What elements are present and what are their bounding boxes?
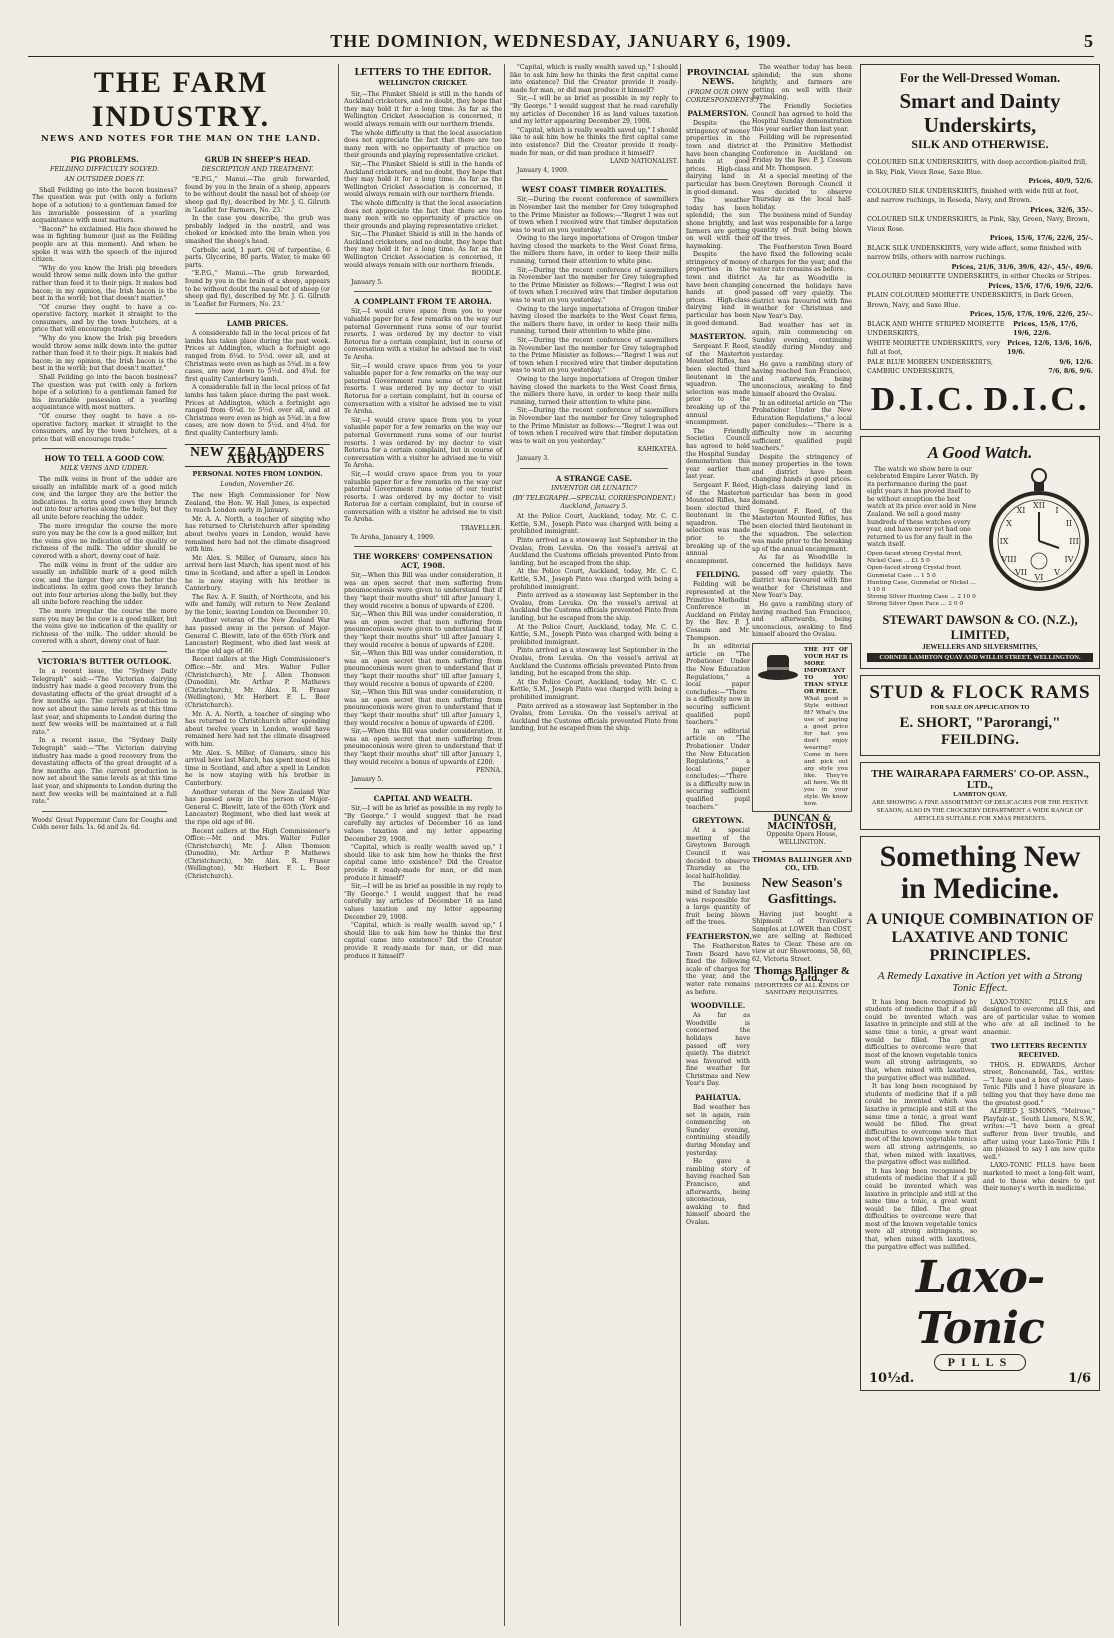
article-paragraph: A considerable fall in the local prices of fat lambs has taken place during the past week. Prices at Addington, which a fortnight ago ranged from 6¼d. to 5½d. over all, and at Christmas were even as high as 5¾d. in a few cases, are now down to 5½d. and 4¾d. for first quality Canterbury lamb. — [185, 330, 330, 383]
laxo-headline-2: in Medicine. — [900, 871, 1060, 905]
article-paragraph: In a recent issue, the "Sydney Daily Telegraph" said:—"The Victorian dairying industry has made a good recovery from the devastating effects of the great drought of a few months ago. The current production is now set about the same levels as at this time last year, and shipments to London during the next few weeks will be maintained at a full rate." — [32, 668, 177, 736]
divider — [520, 468, 668, 469]
grub-heading: GRUB IN SHEEP'S HEAD. — [204, 154, 311, 164]
watch-price: Open-faced strong Crystal front, Nickel Case ... £1 5 0 — [867, 551, 963, 565]
rams-ad-sub: FOR SALE ON APPLICATION TO — [930, 703, 1030, 711]
article-paragraph: "Why do you know the Irish pig breeders would throw some milk down into the gutter rather than feed it to their pigs. It makes bad bacon; in my opinion, the Irish bacon is the best in the world; but that doesn't matter." — [32, 335, 177, 373]
letter-signature: LAND NATIONALIST. — [610, 158, 678, 166]
divider — [42, 448, 167, 449]
price-item-price: Prices, 15/6, 17/6, 19/6, 22/6. — [988, 281, 1093, 290]
watch-price-list — [867, 551, 979, 609]
svg-text:X: X — [1006, 518, 1012, 528]
svg-text:VI: VI — [1034, 572, 1044, 582]
price-row — [867, 282, 1093, 292]
price-row — [867, 177, 1093, 187]
letter-date: January 5. — [351, 278, 384, 286]
dic-logo-left: D.I.C. — [870, 380, 977, 418]
hat-ad-firm: DUNCAN & MACINTOSH, — [767, 813, 837, 832]
article-paragraph: "Capital, which is really wealth saved up," I should like to ask him how he thinks the first capital came into existence? Did the Creator provide it ready-made for man, or did man produce it himself? — [510, 126, 678, 157]
nz-abroad-subheading: PERSONAL NOTES FROM LONDON. — [192, 469, 323, 478]
dic-brand — [867, 377, 1093, 423]
price-row — [867, 310, 1093, 320]
laxo-tonic-ad — [860, 836, 1100, 1392]
laxo-tonic-logo: Laxo-Tonic — [915, 1252, 1045, 1355]
price-item-label: COLOURED SILK UNDERSKIRTS, in Pink, Sky, Green, Navy, Brown, Vieux Rose. — [867, 215, 1090, 233]
letter-date: Te Aroha, January 4, 1909. — [351, 533, 435, 541]
price-item-label: COLOURED SILK UNDERSKIRTS, finished with wide frill at foot, and narrow ruchings, in Reseda, Navy, and Brown. — [867, 186, 1080, 204]
article-paragraph: It has long been recognised by students of medicine that if a pill could be invented which was laxative in principle and still at the same time a tonic, a great want would be filled. The great difficulties to overcome were that most of the known vegetable tonics were all strong astringents, so that, when mixed with laxatives, the purgative effect was nullified. — [865, 1167, 977, 1251]
watch-ad-text — [867, 466, 979, 609]
article-paragraph: Sir,—I will be as brief as possible in my reply to "By George." I would suggest that he read carefully my articles of December 16 as land values taxation and my letter appearing December 29, 1908. — [344, 883, 502, 921]
farm-right-column — [185, 150, 330, 882]
price-item-price: 9/6, 12/6. — [1059, 357, 1093, 366]
price-item-price: Prices, 15/6, 17/6, 22/6, 25/-. — [989, 234, 1093, 242]
price-row — [867, 206, 1093, 216]
article-paragraph: He gave a rambling story of having reached San Francisco, and afterwards, being unconscious, awaking to find himself aboard the Ovalau. — [752, 600, 852, 639]
article-paragraph: In an editorial article on "The Probationer Under the New Education Regulations," a local paper concludes:—"There is a difficulty now in securing sufficient qualified pupil teachers." — [686, 727, 750, 811]
article-paragraph: The new High Commissioner for New Zealand, the Hon. W. Hall Jones, is expected to reach London early in January. — [185, 491, 330, 515]
dic-underskirts-ad — [860, 64, 1100, 430]
article-paragraph: Pinto arrived as a stowaway last September in the Ovalau, from Levuka. On the vessel's arrival at Auckland the Customs officials prevented Pinto from landing, but he escaped from the ship. — [510, 702, 678, 733]
article-paragraph: In the case you describe, the grub was probably lodged in the nostril, and was choked or knocked into the brain when you smashed the sheep's head. — [185, 215, 330, 245]
svg-text:XI: XI — [1016, 505, 1026, 515]
article-paragraph: As far as Woodville is concerned the holidays have passed off very quietly. The district was favoured with fine weather for Christmas and New Year's Day. — [752, 554, 852, 600]
article-paragraph: "Of course they ought to have a co-operative factory, market it straight to the consumers, and by the town butchers, at a price that will encourage trade." — [32, 413, 177, 443]
price-item-label: PLAIN COLOURED MOIRETTE UNDERSKIRTS, in Dark Green, Brown, Navy, and Saxe Blue. — [867, 291, 1074, 309]
hat-advertisement — [752, 643, 852, 812]
palmerston-heading: PALMERSTON. — [687, 109, 749, 119]
article-paragraph: Despite the stringency of money properties in the town and district have been changing hands at good prices. High-class dairying land in particular has been in good demand. — [686, 120, 750, 196]
strange-case-heading: A STRANGE CASE. — [555, 473, 633, 483]
laxo-headline-1: Something New — [879, 839, 1081, 873]
divider — [354, 546, 492, 547]
ballinger-tagline: IMPORTERS OF ALL KINDS OF SANITARY REQUISITES. — [754, 982, 850, 997]
price-row — [867, 234, 1093, 244]
svg-text:XII: XII — [1032, 500, 1046, 510]
laxo-sub: A UNIQUE COMBINATION OF LAXATIVE AND TONIC PRINCIPLES. — [866, 910, 1094, 964]
woodville-heading: WOODVILLE. — [690, 1001, 746, 1011]
article-paragraph: Sir,—When this Bill was under consideration, it was an open secret that men suffering from pneumoconiosis were given to understand that if they "kept their mouths shut" till after January 1, they would receive a bonus of upwards of £200. — [344, 650, 502, 688]
letter-signature: PENNA. — [476, 767, 502, 775]
stewart-dawson-name: STEWART DAWSON & CO. (N.Z.), LIMITED, — [882, 612, 1078, 642]
watch-price: Strong Silver Open Face ... 2 0 0 — [867, 601, 964, 608]
nz-abroad-dateline: London, November 26. — [220, 480, 295, 489]
article-paragraph: The weather today has been splendid; the sun shone brightly, and farmers are getting on well with their haymaking. — [752, 64, 852, 102]
article-paragraph: Sir,—When this Bill was under consideration, it was an open secret that men suffering from pneumoconiosis were given to understand that if they "kept their mouths shut" till after January 1, they would receive a bonus of upwards of £200. — [344, 689, 502, 727]
article-paragraph: The Featherston Town Board have fixed the following scale of charges for the year, and the water rate remains as before. — [752, 243, 852, 274]
article-paragraph: Pinto arrived as a stowaway last September in the Ovalau, from Levuka. On the vessel's arrival at Auckland the Customs officials prevented Pinto from landing, but he escaped from the ship. — [510, 647, 678, 678]
hat-ad-address: Opposite Opera House, WELLINGTON. — [766, 831, 838, 846]
price-row — [867, 187, 1093, 206]
svg-text:VIII: VIII — [1001, 554, 1017, 564]
price-row — [867, 339, 1093, 358]
article-paragraph: In an editorial article on "The Probationer Under the New Education Regulations," a local paper concludes:—"There is a difficulty now in securing sufficient qualified pupil teachers." — [752, 399, 852, 453]
price-item-price: Prices, 15/6, 17/6, 19/6, 22/6. — [1013, 319, 1078, 337]
ad-stack — [860, 64, 1100, 1391]
article-paragraph: Sir,—I would crave space from you to your valuable paper for a few remarks on the way our paternal Government runs some of our tourist resorts. I was ordered by my doctor to visit Rotorua for a certain complaint, but in course of conversation with a visitor he advised me to visit Te Aroha. — [344, 416, 502, 470]
article-paragraph: "Bacon?" he exclaimed. His face showed he was in fighting humour (just as the Feilding people are at this moment). And when he spoke it was with the speech of the injured citizen. — [32, 225, 177, 264]
wairarapa-ad-headline: THE WAIRARAPA FARMERS' CO-OP. ASSN., LTD., — [871, 768, 1089, 791]
article-paragraph: Shall Feilding go into the bacon business? The question was put (with only a forlorn hope of a solution) to a gentleman famed for his invariable possession of a yearling acquaintance with most matters. — [32, 374, 177, 412]
letter-signature: TRAVELLER. — [460, 525, 502, 533]
wairarapa-ad — [860, 762, 1100, 830]
article-paragraph: "Capital, which is really wealth saved up," I should like to ask him how he thinks the first capital came into existence? Did the Creator provide it ready-made for man, or did man produce it himself? — [510, 64, 678, 94]
svg-text:III: III — [1069, 536, 1079, 546]
article-paragraph: At a special meeting of the Greytown Borough Council it was decided to observe Thursday as the local half-holiday. — [752, 173, 852, 211]
article-paragraph: A considerable fall in the local prices of fat lambs has taken place during the past week. Prices at Addington, which a fortnight ago ranged from 6¼d. to 5½d. over all, and at Christmas were even as high as 5¾d. in a few cases, are now down to 5½d. and 4¾d. for first quality Canterbury lamb. — [185, 384, 330, 437]
nz-abroad-title: NEW ZEALANDERS ABROAD — [185, 444, 330, 467]
article-paragraph: In a recent issue, the "Sydney Daily Telegraph" said:—"The Victorian dairying industry has made a good recovery from the devastating effects of the great drought of a few months ago. The current production is now set about the same levels as at this time last year, and shipments to London during the next few weeks will be maintained at a full rate." — [32, 737, 177, 806]
masthead — [28, 26, 1094, 57]
divider — [762, 851, 842, 852]
article-paragraph: Sergeant F. Reed, of the Masterton Mounted Rifles, has been elected third lieutenant in the squadron. The selection was made prior to the breaking up of the annual encampment. — [752, 507, 852, 553]
svg-text:II: II — [1065, 518, 1073, 528]
svg-text:IV: IV — [1064, 554, 1074, 564]
article-paragraph: The whole difficulty is that the local association does not appreciate the fact that there are too many men with no opportunity of practice on their grounds and playing representative cricket. — [344, 129, 502, 160]
price-row — [867, 272, 1093, 282]
svg-text:IX: IX — [999, 536, 1009, 546]
rams-ad-place: FEILDING. — [941, 731, 1019, 748]
price-row — [867, 320, 1093, 339]
rams-ad-name: E. SHORT, "Parorangi," — [899, 714, 1061, 731]
dic-ad-sub: SILK AND OTHERWISE. — [911, 137, 1049, 151]
dic-price-list — [867, 158, 1093, 377]
article-paragraph: Mr. A. A. North, a teacher of singing who has returned to Christchurch after spending about twelve years in London, would have remained here had not the climate disagreed with him. — [185, 710, 330, 748]
article-paragraph: Sir,—When this Bill was under consideration, it was an open secret that men suffering from pneumoconiosis were given to understand that if they "kept their mouths shut" till after January 1, they would receive a bonus of upwards of £200. — [344, 572, 502, 610]
article-paragraph: "Why do you know the Irish pig breeders would throw some milk down into the gutter rather than feed it to their pigs. It makes bad bacon; in my opinion, the Irish bacon is the best in the world; but that doesn't matter." — [32, 264, 177, 303]
article-paragraph: The whole difficulty is that the local association does not appreciate the fact that there are too many men with no opportunity of practice on their grounds and playing representative cricket. — [344, 199, 502, 230]
watch-ad-headline: A Good Watch. — [927, 442, 1033, 462]
article-paragraph: Feilding will be represented at the Primitive Methodist Conference in Auckland on Friday by the Rev. P. J. Cossum and Mr. Thompson. — [752, 134, 852, 172]
strange-case-subheading: INVENTOR OR LUNATIC? — [551, 483, 637, 492]
article-paragraph: LAXO-TONIC PILLS are designed to overcome all this, and are of particular value to women who are at all inclined to be anaemic. — [983, 998, 1095, 1037]
svg-text:I: I — [1055, 505, 1059, 515]
cricket-heading: WELLINGTON CRICKET. — [378, 79, 468, 87]
article-paragraph: The more irregular the course the more sure you may be the cow is a good milker, but the veins give no indication of the quality or richness of the milk. The udder should be covered with a short, downy coat of hair. — [32, 522, 177, 560]
watch-price: Open-faced strong Crystal front Gunmetal Case ... 1 5 0 — [867, 565, 961, 579]
farm-subtitle: NEWS AND NOTES FOR THE MAN ON THE LAND. — [41, 134, 321, 144]
article-paragraph: "Capital, which is really wealth saved up," I should like to ask him how he thinks the first capital came into existence? Did the Creator provide it ready-made for man, or did man produce it himself? — [344, 844, 502, 882]
article-paragraph: He gave a rambling story of having reached San Francisco, and afterwards, being unconscious, awaking to find himself aboard the Ovalau. — [752, 360, 852, 398]
ballinger-name-bottom: Thomas Ballinger & Co. Ltd., — [754, 964, 850, 985]
divider — [42, 651, 167, 652]
laxo-body — [865, 999, 1095, 1253]
complaint-heading: A COMPLAINT FROM TE AROHA. — [354, 297, 492, 307]
testimonial: ALFRED J. SIMONS, "Melrose," Playfair-st., South Lismore, N.S.W., writes:—"I have been a great sufferer from liver trouble, and after using your Laxo-Tonic Pills I am pleased to say I am now quite well." — [983, 1108, 1095, 1161]
price-item-label: BLACK SILK UNDERSKIRTS, very wide affect, some finished with narrow frills, others with narrow ruchings. — [867, 243, 1082, 261]
ballinger-name-top: THOMAS BALLINGER AND CO., LTD. — [752, 856, 852, 872]
article-paragraph: The Rev. A. F. Smith, of Northcote, and his wife and family, will return to New Zealand by the Ionic, leaving London on December 10. — [185, 593, 330, 616]
article-paragraph: LAXO-TONIC PILLS have been marketed to meet a long-felt want, and to those who desire to get their money's worth in medicine. — [983, 1162, 1095, 1193]
article-paragraph: Despite the stringency of money properties in the town and district have been changing hands at good prices. High-class dairying land in particular has been in good demand. — [752, 453, 852, 507]
price-item-label: WHITE MOIRETTE UNDERSKIRTS, very full at foot, — [867, 338, 1001, 356]
price-row — [867, 367, 1093, 377]
price-item-price: Prices, 40/9, 52/6. — [1028, 177, 1093, 185]
price-item-label: CAMBRIC UNDERSKIRTS, — [867, 367, 955, 375]
farm-left-column — [32, 150, 177, 882]
rams-ad-headline: STUD & FLOCK RAMS — [869, 681, 1091, 703]
laxo-price-large: 1/6 — [1068, 1371, 1091, 1387]
workers-heading: THE WORKERS' COMPENSATION ACT, 1908. — [353, 552, 493, 571]
article-paragraph: Owing to the large importations of Oregon timber having closed the markets to the West Coast firms, the millers there have, in order to keep their mills running, turned their attention to white pine. — [510, 235, 678, 266]
cow-subheading: MILK VEINS AND UDDER. — [60, 464, 149, 473]
page-number: 5 — [1084, 30, 1094, 51]
price-item-price: Prices, 15/6, 17/6, 19/6, 22/6, 25/-. — [969, 310, 1093, 318]
article-paragraph: It has long been recognised by students of medicine that if a pill could be invented which was laxative in principle and still at the same time a tonic, a great want would be filled. The great difficulties to overcome were that most of the known vegetable tonics were all strong astringents, so that, when mixed with laxatives, the purgative effect was nullified. — [865, 1083, 977, 1167]
divider — [195, 313, 320, 314]
article-paragraph: Shall Feilding go into the bacon business? The question was put (with only a forlorn hope of a solution) to a gentleman famed for his invariable possession of a yearling acquaintance with most matters. — [32, 186, 177, 225]
article-paragraph: Another veteran of the New Zealand War has passed away in the person of Major-General C. Blewitt, late of the 65th (York and Lancaster) Regiment, who died last week at the ripe old age of 86. — [185, 788, 330, 826]
laxo-prices — [865, 1371, 1095, 1386]
watch-price: Strong Silver Hunting Case ... 2 10 0 — [867, 594, 976, 601]
letter-date: January 5. — [351, 775, 384, 783]
article-paragraph: Sir,—The Plunket Shield is still in the hands of Auckland cricketers, and no doubt, they hope that they may hold it for a long time. As far as the Wellington Cricket Association is concerned, it would always remain with our northern friends. — [344, 160, 502, 199]
article-paragraph: "E.P.G.," Manui.—The grub forwarded, found by you in the brain of a sheep, appears to be without doubt the nasal bot of sheep (or sheep gad fly), described by Mr. J. G. Gilruth in 'Leaflet for Farmers, No. 23.' — [185, 270, 330, 308]
article-paragraph: Owing to the large importations of Oregon timber having closed the markets to the West Coast firms, the millers there have, in order to keep their mills running, turned their attention to white pine. — [510, 305, 678, 336]
hat-illustration-icon — [756, 647, 800, 685]
letters-title: LETTERS TO THE EDITOR. — [354, 68, 492, 78]
farm-section — [32, 64, 330, 1626]
watch-price: Hunting Case, Gunmetal or Nickel ... 1 10 0 — [867, 579, 976, 594]
provincial-title: PROVINCIAL NEWS. — [686, 68, 750, 87]
article-paragraph: Mr. A. A. North, a teacher of singing who has returned to Christchurch after spending about twelve years in London, would have remained here had not the climate disagreed with him. — [185, 515, 330, 554]
testimonials-heading: TWO LETTERS RECENTLY RECEIVED. — [990, 1041, 1088, 1059]
price-row — [867, 263, 1093, 273]
hat-ad-body: What good is Style without fit? What's the use of paying a good price for hat you don't enjoy wearing? Come in here and pick out any style you like. They're all here. We fit you in your style. We know how. — [804, 695, 849, 807]
article-paragraph: Owing to the large importations of Oregon timber having closed the markets to the West Coast firms, the millers there have, in order to keep their mills running, turned their attention to white pine. — [510, 375, 678, 406]
article-paragraph: The milk veins in front of the udder are usually an infallible mark of a good milch cow, and the larger they are the better the indications. In extra good cows they branch out into four arteries along the belly, but they all unite before reaching the udder. — [32, 475, 177, 521]
price-item-label: COLOURED SILK UNDERSKIRTS, with deep accordion-plaited frill, in Sky, Pink, Vieux Rose, Saxe Blue. — [867, 158, 1088, 176]
dic-logo-right: D.I.C. — [983, 380, 1090, 418]
article-paragraph: The Friendly Societies Council has agreed to hold the Hospital Sunday demonstration this year earlier than last year. — [686, 427, 750, 481]
lamb-heading: LAMB PRICES. — [226, 319, 289, 329]
letter-date: January 3. — [517, 454, 550, 462]
article-paragraph: "E.P.G.," Manui.—The grub forwarded, found by you in the brain of a sheep, appears to be without doubt the nasal bot of sheep (or sheep gad fly), described by Mr. J. G. Gilruth in 'Leaflet for Farmers, No. 23.' — [185, 176, 330, 214]
article-paragraph: The Featherston Town Board have fixed the following scale of charges for the year, and the water rate remains as before. — [686, 942, 750, 996]
laxo-pills-label: PILLS — [934, 1354, 1026, 1371]
article-paragraph: Sir,—The Plunket Shield is still in the hands of Auckland cricketers, and no doubt, they hope that they may hold it for a long time. As far as the Wellington Cricket Association is concerned, it would always remain with our northern friends. — [344, 90, 502, 128]
laxo-tagline: A Remedy Laxative in Action yet with a Strong Tonic Effect. — [877, 969, 1083, 994]
article-paragraph: Sir,—When this Bill was under consideration, it was an open secret that men suffering from pneumoconiosis were given to understand that if they "kept their mouths shut" till after January 1, they would receive a bonus of upwards of £200. — [344, 611, 502, 649]
laxo-price-small: 10½d. — [869, 1371, 915, 1387]
article-paragraph: Sir,—During the recent conference of sawmillers in November last the member for Grey telegraphed to the Prime Minister as follows:—"Regret I was out of town when I received wire that timber deputation was to wait on you yesterday." — [510, 266, 678, 305]
article-paragraph: Mr. Alex. S. Miller, of Oamaru, since his arrival here last March, has spent most of his time in Scotland, and after a spell in London he is now staying with his brother in Canterbury. — [185, 749, 330, 787]
letter-date: January 4, 1909. — [517, 166, 569, 174]
price-item-price: 7/6, 8/6, 9/6. — [1048, 367, 1093, 375]
timber-heading: WEST COAST TIMBER ROYALTIES. — [521, 185, 667, 195]
strange-case-dateline: (BY TELEGRAPH.—SPECIAL CORRESPONDENT.) Auckland, January 5. — [512, 494, 676, 510]
pahiatua-heading: PAHIATUA. — [695, 1093, 741, 1103]
letters-continued-column — [504, 64, 678, 1626]
stewart-dawson-sub: JEWELLERS AND SILVERSMITHS, — [922, 642, 1038, 651]
article-paragraph: At the Police Court, Auckland, today, Mr. C. C. Kettle, S.M., Joseph Pinto was charged with being a prohibited immigrant. — [510, 568, 678, 591]
article-paragraph: Feilding will be represented at the Primitive Methodist Conference in Auckland on Friday by the Rev. P. J. Cossum and Mr. Thompson. — [686, 581, 750, 642]
watch-ad — [860, 436, 1100, 669]
pig-heading: PIG PROBLEMS. — [70, 154, 139, 164]
farm-title: THE FARM INDUSTRY. — [91, 66, 271, 133]
pig-subheading: FEILDING DIFFICULTY SOLVED. — [49, 164, 160, 173]
woods-cure-ad: Woods' Great Peppermint Cure for Coughs and Colds never fails. 1s. 6d and 2s. 6d. — [32, 816, 177, 832]
article-paragraph: Sir,—The Plunket Shield is still in the hands of Auckland cricketers, and no doubt, they hope that they may hold it for a long time. As far as the Wellington Cricket Association is concerned, it would always remain with our northern friends. — [344, 231, 502, 269]
letters-column — [338, 64, 502, 1626]
watch-ad-body: The watch we show here is our celebrated Empire Lever Watch. By its performance during the past eight years it has proved itself to be without exception the best watch at its price ever sold in New Zealand. We sell a good many hundreds of these watches every year, and have never yet had one returned to us for any fault in the watch itself. — [867, 465, 979, 549]
divider — [354, 788, 492, 789]
price-item-price: Prices, 21/6, 31/6, 39/6, 42/-, 45/-, 49/6. — [951, 262, 1093, 271]
wairarapa-ad-sub: LAMBTON QUAY, — [953, 790, 1007, 798]
price-item-label: COLOURED MOIRETTE UNDERSKIRTS, in either Checks or Stripes. — [867, 272, 1092, 280]
article-paragraph: Recent callers at the High Commissioner's Office:—Mr. and Mrs. Walter Fuller (Christchurch), Mr. J. Allen Thomson (Dunedin), Mr. Arthur P. Mathews (Christchurch), Mr. Alex. R. Fraser (Wellington), Mr. Herbert F. L. Beer (Christchurch). — [185, 827, 330, 881]
ballinger-body: Having just bought a Shipment of Traveller's Samples at LOWER than COST, we are selling at Reduced Rates to Clear. These are on view at our Showrooms, 58, 60, 62, Victoria Street. — [752, 910, 852, 964]
article-paragraph: He gave a rambling story of having reached San Francisco, and afterwards, being unconscious, awaking to find himself aboard the Ovalau. — [686, 1158, 750, 1226]
article-paragraph: Sergeant F. Reed, of the Masterton Mounted Rifles, has been elected third lieutenant in the squadron. The selection was made prior to the breaking up of the annual encampment. — [686, 481, 750, 565]
article-paragraph: Sir,—I would crave space from you to your valuable paper for a few remarks on the way our paternal Government runs some of our tourist resorts. I was ordered by my doctor to visit Rotorua for a certain complaint, but in course of conversation with a visitor he advised me to visit Te Aroha. — [344, 470, 502, 524]
letter-signature: BOODLE. — [471, 270, 502, 278]
grub-subheading: DESCRIPTION AND TREATMENT. — [201, 164, 314, 173]
article-paragraph: Sir,—During the recent conference of sawmillers in November last the member for Grey telegraphed to the Prime Minister as follows:—"Regret I was out of town when I received wire that timber deputation was to wait on you yesterday." — [510, 407, 678, 445]
article-paragraph: Sir,—When this Bill was under consideration, it was an open secret that men suffering from pneumoconiosis were given to understand that if they "kept their mouths shut" till after January 1, they would receive a bonus of upwards of £200. — [344, 728, 502, 766]
rams-ad — [860, 675, 1100, 756]
article-paragraph: "Of course they ought to have a co-operative factory, market it straight to the consumers, and by the town butchers, at a price that will encourage trade." — [32, 303, 177, 334]
article-paragraph: The Friendly Societies Council has agreed to hold the Hospital Sunday demonstration this year earlier than last year. — [752, 102, 852, 133]
price-item-label: PALE BLUE MOREEN UNDERSKIRTS, — [867, 357, 993, 366]
article-paragraph: Sir,—I would crave space from you to your valuable paper for a few remarks on the way our paternal Government runs some of our tourist resorts. I was ordered by my doctor to visit Rotorua for a certain complaint, but in course of conversation with a visitor he advised me to visit Te Aroha. — [344, 362, 502, 416]
article-paragraph: Mr. Alex. S. Miller, of Oamaru, since his arrival here last March, has spent most of his time in Scotland, and after a spell in London he is now staying with his brother in Canterbury. — [185, 554, 330, 593]
pocket-watch-icon — [985, 466, 1093, 596]
article-paragraph: Another veteran of the New Zealand War has passed away in the person of Major-General C. Blewitt, late of the 65th (York and Lancaster) Regiment, who died last week at the ripe old age of 86. — [185, 617, 330, 655]
letter-signature: KAHIKATEA. — [637, 446, 678, 454]
capital-heading: CAPITAL AND WEALTH. — [373, 794, 473, 804]
stewart-dawson-address: CORNER LAMBTON QUAY AND WILLIS STREET, WELLINGTON. — [867, 653, 1093, 662]
article-paragraph: The business mind of Sunday last was responsible for a large quantity of fruit being blown off the trees. — [752, 212, 852, 243]
feilding-heading: FEILDING. — [695, 570, 741, 580]
masterton-heading: MASTERTON. — [689, 332, 747, 342]
svg-text:V: V — [1054, 567, 1060, 577]
article-paragraph: Bad weather has set in again, rain commencing on Sunday evening, continuing steadily during Monday and yesterday. — [686, 1104, 750, 1157]
provincial-overflow — [752, 64, 852, 1626]
price-item-price: Prices, 12/6, 13/6, 16/6, 19/6. — [1007, 338, 1092, 356]
article-paragraph: Recent callers at the High Commissioner's Office:—Mr. and Mrs. Walter Fuller (Christchurch), Mr. J. Allen Thomson (Dunedin), Mr. Arthur P. Mathews (Christchurch), Mr. Alex. R. Fraser (Wellington), Mr. Herbert F. L. Beer (Christchurch). — [185, 656, 330, 709]
testimonial: THOS. H. EDWARDS, Archer street, Roncoanold, Tas., writes:—"I have used a box of your Laxo-Tonic Pills and I have pleasure in telling you that they have done me the greatest good." — [983, 1061, 1095, 1107]
price-row — [867, 358, 1093, 368]
divider — [354, 291, 492, 292]
article-paragraph: Carbolic acid, 1 part. Oil of turpentine, 6 parts. Glycerine, 80 parts. Water, to make 60 parts. — [185, 246, 330, 269]
article-paragraph: At the Police Court, Auckland, today, Mr. C. C. Kettle, S.M., Joseph Pinto was charged with being a prohibited immigrant. — [510, 678, 678, 701]
greytown-heading: GREYTOWN. — [692, 816, 744, 826]
article-paragraph: Sergeant F. Reed, of the Masterton Mounted Rifles, has been elected third lieutenant in the squadron. The selection was made prior to the breaking up of the annual encampment. — [686, 343, 750, 427]
provincial-subtitle: (FROM OUR OWN CORRESPONDENTS.) — [686, 88, 759, 104]
price-row — [867, 215, 1093, 234]
price-item-price: Prices, 32/6, 35/-. — [1030, 205, 1093, 214]
article-paragraph: Sir,—During the recent conference of sawmillers in November last the member for Grey telegraphed to the Prime Minister as follows:—"Regret I was out of town when I received wire that timber deputation was to wait on you yesterday." — [510, 196, 678, 234]
article-paragraph: The business mind of Sunday last was responsible for a large quantity of fruit being blown off the trees. — [686, 881, 750, 927]
article-paragraph: The weather today has been splendid; the sun shone brightly, and farmers are getting on well with their haymaking. — [686, 197, 750, 250]
article-paragraph: Sir,—During the recent conference of sawmillers in November last the member for Grey telegraphed to the Prime Minister as follows:—"Regret I was out of town when I received wire that timber deputation was to wait on you yesterday." — [510, 337, 678, 375]
article-paragraph: At a special meeting of the Greytown Borough Council it was decided to observe Thursday as the local half-holiday. — [686, 827, 750, 880]
victoria-heading: VICTORIA'S BUTTER OUTLOOK. — [37, 657, 172, 667]
article-paragraph: "Capital, which is really wealth saved up," I should like to ask him how he thinks the first capital came into existence? Did the Creator provide it ready-made for man, or did man produce it himself? — [344, 922, 502, 960]
article-paragraph: As far as Woodville is concerned the holidays have passed off very quietly. The district was favoured with fine weather for Christmas and New Year's Day. — [686, 1012, 750, 1088]
article-paragraph: In an editorial article on "The Probationer Under the New Education Regulations," a local paper concludes:—"There is a difficulty now in securing sufficient qualified pupil teachers." — [686, 643, 750, 727]
cow-heading: HOW TO TELL A GOOD COW. — [44, 454, 165, 464]
provincial-column — [680, 64, 759, 1626]
article-paragraph: Sir,—I would crave space from you to your valuable paper for a few remarks on the way our paternal Government runs some of our tourist resorts. I was ordered by my doctor to visit Rotorua for a certain complaint, but in course of conversation with a visitor he advised me to visit Te Aroha. — [344, 308, 502, 361]
article-paragraph: At the Police Court, Auckland, today, Mr. C. C. Kettle, S.M., Joseph Pinto was charged with being a prohibited immigrant. — [510, 623, 678, 646]
dic-ad-top: For the Well-Dressed Woman. — [899, 71, 1061, 85]
hat-ad-headline: THE FIT OF YOUR HAT IS MORE IMPORTANT TO YOU THAN STYLE OR PRICE. — [804, 646, 848, 695]
price-item-label: BLACK AND WHITE STRIPED MOIRETTE UNDERSKIRTS, — [867, 319, 1005, 337]
price-row — [867, 244, 1093, 263]
article-paragraph: Despite the stringency of money properties in the town and district have been changing hands at good prices. High-class dairying land in particular has been in good demand. — [686, 251, 750, 327]
article-paragraph: Bad weather has set in again, rain commencing on Sunday evening, continuing steadily during Monday and yesterday. — [752, 321, 852, 359]
featherston-heading: FEATHERSTON. — [686, 931, 752, 941]
masthead-title: THE DOMINION, WEDNESDAY, JANUARY 6, 1909. — [330, 30, 792, 51]
advertisements — [752, 64, 1100, 1626]
article-paragraph: Pinto arrived as a stowaway last September in the Ovalau, from Levuka. On the vessel's arrival at Auckland the Customs officials prevented Pinto from landing, but he escaped from the ship. — [510, 592, 678, 622]
divider — [42, 811, 167, 812]
article-paragraph: As far as Woodville is concerned the holidays have passed off very quietly. The district was favoured with fine weather for Christmas and New Year's Day. — [752, 275, 852, 320]
svg-text:VII: VII — [1014, 567, 1028, 577]
price-row — [867, 158, 1093, 177]
article-paragraph: The milk veins in front of the udder are usually an infallible mark of a good milch cow, and the larger they are the better the indications. In extra good cows they branch out into four arteries along the belly, but they all unite before reaching the udder. — [32, 561, 177, 607]
divider — [520, 179, 668, 180]
article-paragraph: It has long been recognised by students of medicine that if a pill could be invented which was laxative in principle and still at the same time a tonic, a great want would be filled. The great difficulties to overcome were that most of the known vegetable tonics were all strong astringents, so that, when mixed with laxatives, the purgative effect was nullified. — [865, 998, 977, 1082]
ballinger-headline: New Season's Gasfittings. — [761, 875, 843, 907]
article-paragraph: The more irregular the course the more sure you may be the cow is a good milker, but the veins give no indication of the quality or richness of the milk. The udder should be covered with a short, downy coat of hair. — [32, 608, 177, 646]
article-paragraph: At the Police Court, Auckland, today, Mr. C. C. Kettle, S.M., Joseph Pinto was charged with being a prohibited immigrant. — [510, 513, 678, 536]
article-paragraph: Pinto arrived as a stowaway last September in the Ovalau, from Levuka. On the vessel's arrival at Auckland the Customs officials prevented Pinto from landing, but he escaped from the ship. — [510, 537, 678, 567]
article-paragraph: Sir,—I will be as brief as possible in my reply to "By George." I would suggest that he read carefully my articles of December 16 as land values taxation and my letter appearing December 29, 1908. — [510, 95, 678, 126]
article-paragraph: Sir,—I will be as brief as possible in my reply to "By George." I would suggest that he read carefully my articles of December 16 as land values taxation and my letter appearing December 29, 1908. — [344, 805, 502, 843]
price-row — [867, 291, 1093, 310]
wairarapa-ad-body: ARE SHOWING A FINE ASSORTMENT OF DELICACIES FOR THE FESTIVE SEASON; ALSO IN THE CROCKERY DEPARTMENT A WIDE RANGE OF ARTICLES SUITABLE FOR XMAS PRESENTS. — [871, 798, 1089, 822]
pig-subheading-2: AN OUTSIDER DOES IT. — [64, 175, 145, 184]
dic-ad-headline: Smart and Dainty Underskirts, — [899, 89, 1061, 137]
